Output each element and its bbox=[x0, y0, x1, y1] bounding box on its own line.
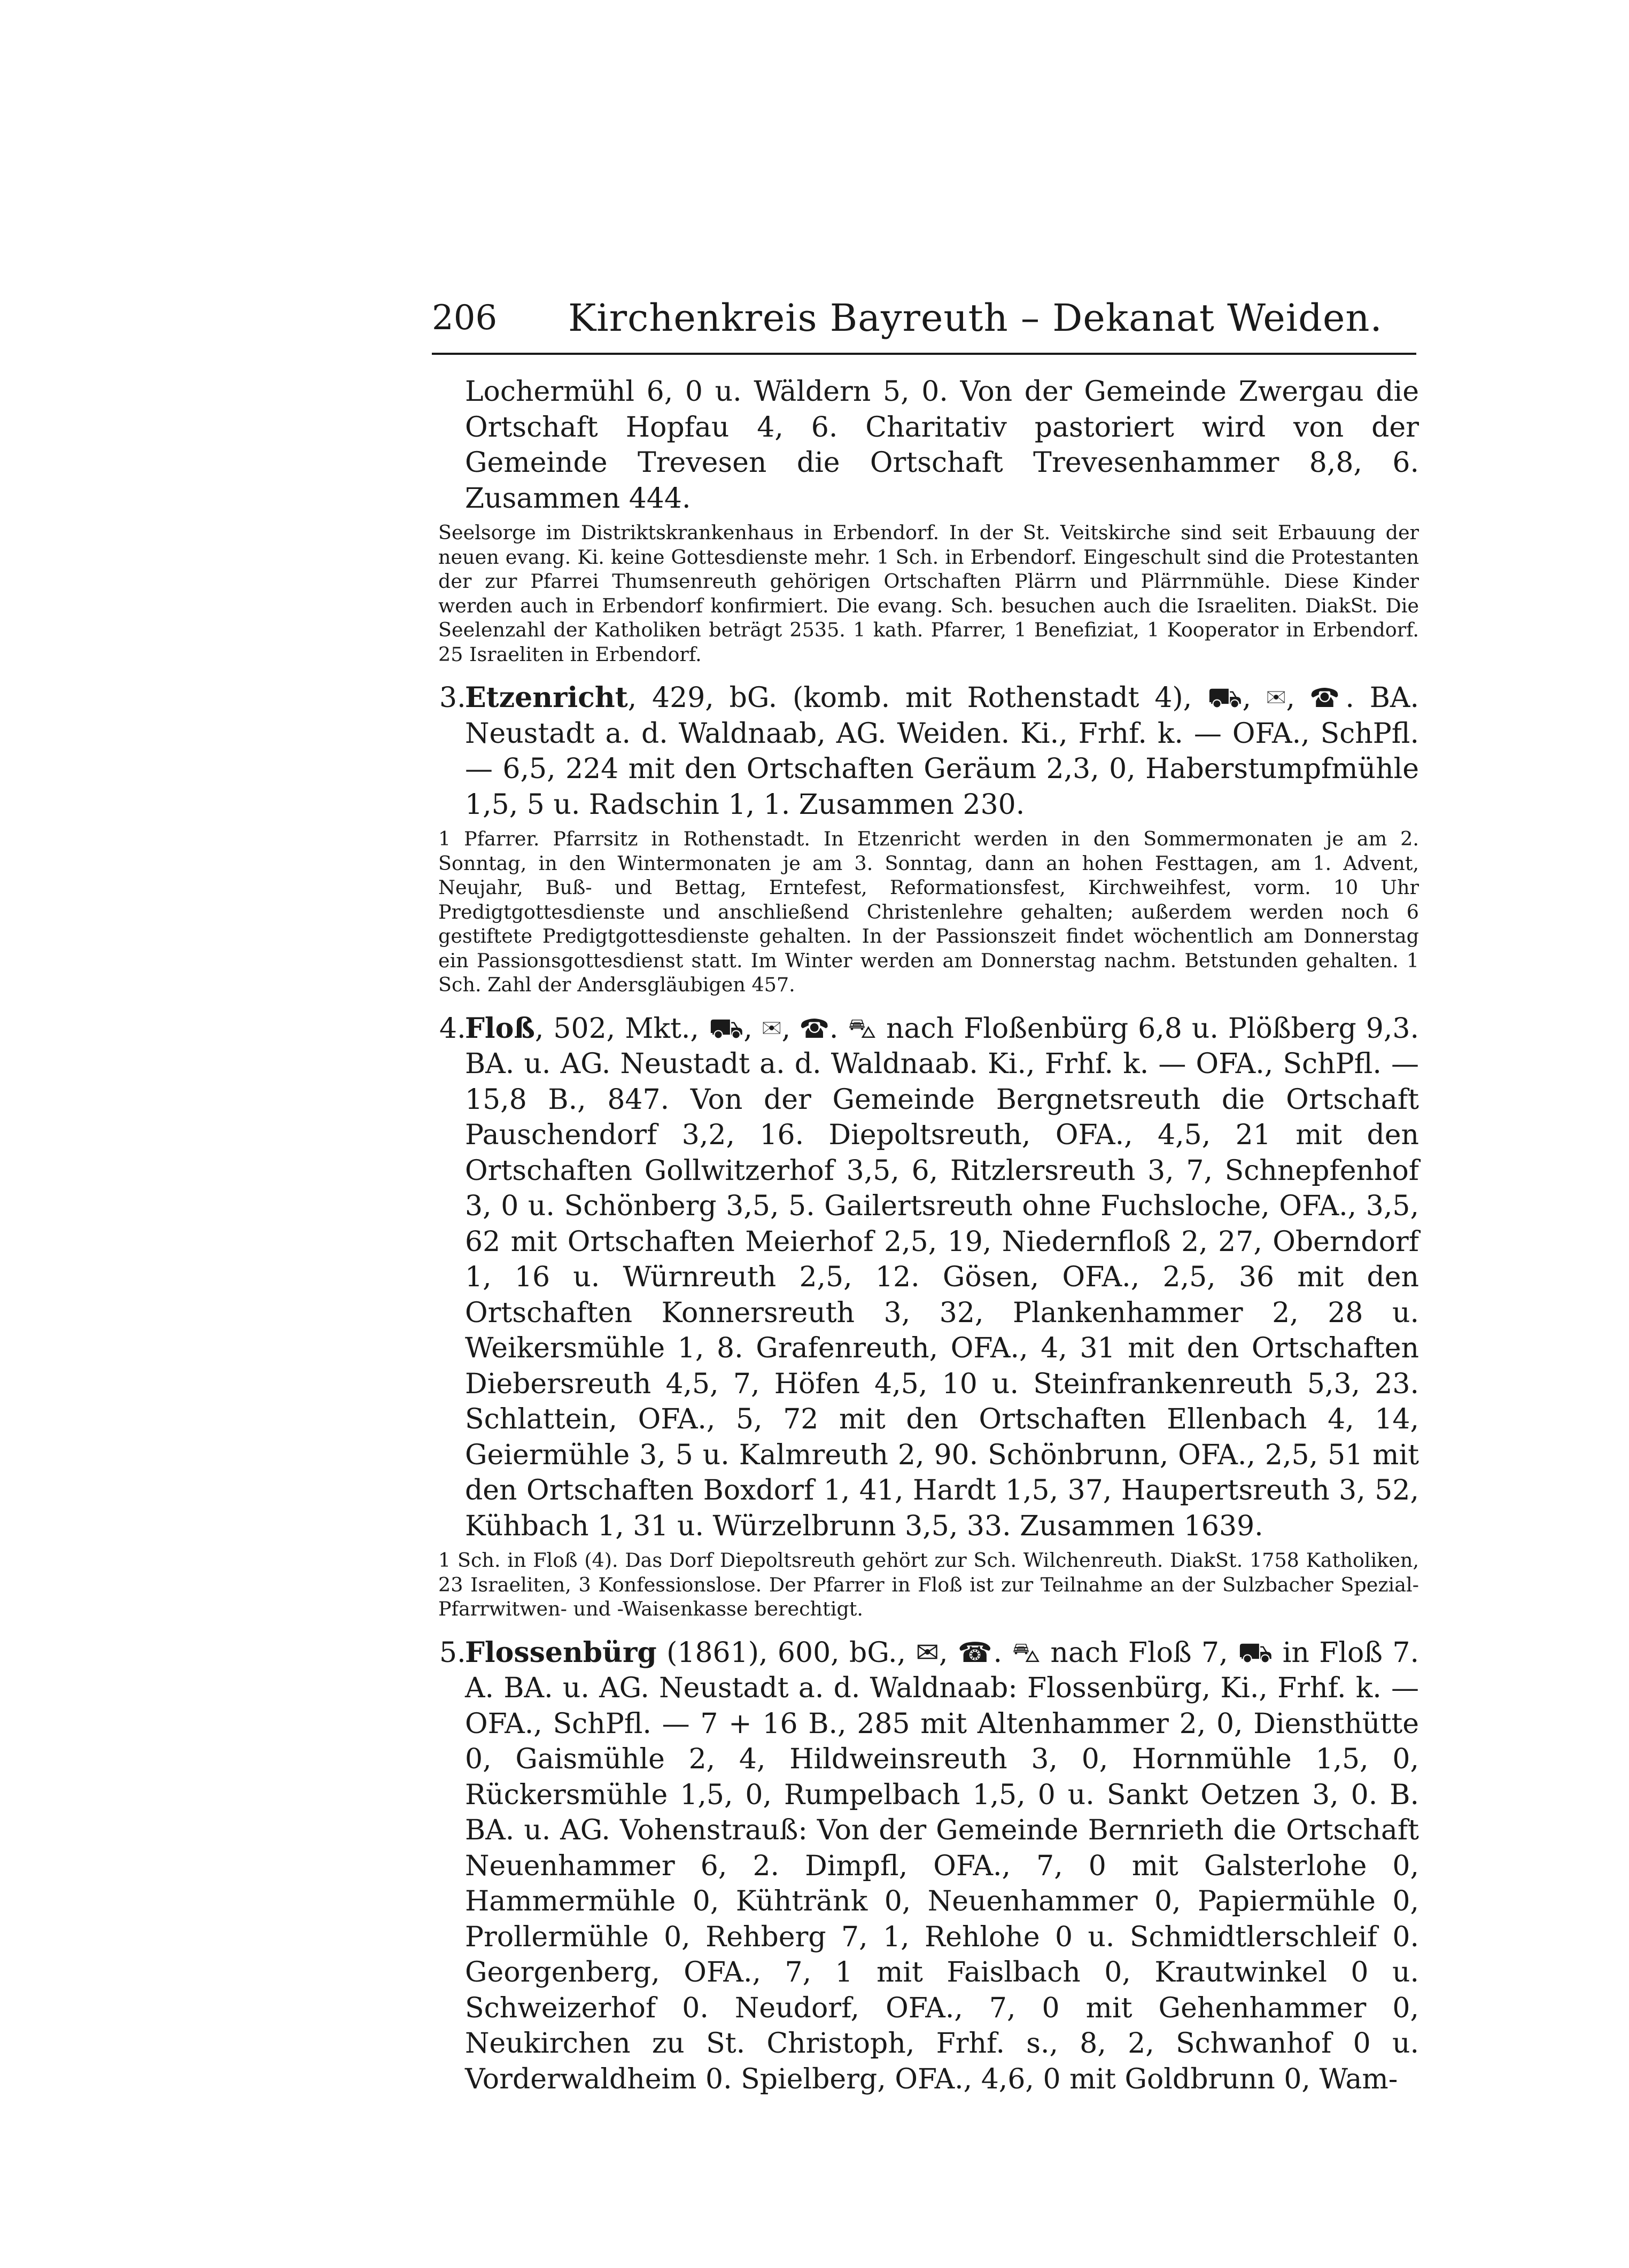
running-title: Kirchenkreis Bayreuth – Dekanat Weiden. bbox=[568, 296, 1383, 340]
parish-entry-4 bbox=[438, 1011, 1419, 1621]
entry-body: , 429, bG. (komb. mit Rothenstadt 4), ⛟, ✉, ☎. BA. Neustadt a. d. Waldnaab, AG. Weiden. Ki., Frhf. k. — OFA., SchPfl. — 6,5, 224 mit den Ortschaften Geräum 2,3, 0, Haberstumpfmühle 1,5, 5 u. Radschin 1, 1. Zusammen 230. bbox=[465, 682, 1419, 821]
note-number: 1 bbox=[438, 827, 451, 850]
entry-note bbox=[438, 1548, 1419, 1621]
parish-name: Flossenbürg bbox=[465, 1636, 657, 1669]
note-text: Pfarrer. Pfarrsitz in Rothenstadt. In Etzenricht werden in den Sommermonaten je am 2. Sonntag, in den Wintermonaten je am 3. Sonntag, dann an hohen Festtagen, am 1. Advent, Neujahr, Buß- und Bettag, Erntefest, Reformationsfest, Kirchweihfest, vorm. 10 Uhr Predigtgottesdienste und anschließend Christenlehre gehalten; außerdem werden noch 6 gestiftete Predigtgottesdienste gehalten. In der Passionszeit findet wöchentlich am Donnerstag ein Passionsgottesdienst statt. Im Winter werden am Donnerstag nachm. Betstunden gehalten. 1 Sch. Zahl der Andersgläubigen 457. bbox=[438, 827, 1419, 996]
page-header bbox=[432, 289, 1421, 347]
entry-number: 5. bbox=[439, 1636, 466, 1669]
entry-body: , 502, Mkt., ⛟, ✉, ☎. ⛍ nach Floßenbürg 6,8 u. Plößberg 9,3. BA. u. AG. Neustadt a. d. Waldnaab. Ki., Frhf. k. — OFA., SchPfl. — 15,8 B., 847. Von der Gemeinde Bergnetsreuth die Ortschaft Pauschendorf 3,2, 16. Diepoltsreuth, OFA., 4,5, 21 mit den Ortschaften Gollwitzerhof 3,5, 6, Ritzlersreuth 3, 7, Schnepfenhof 3, 0 u. Schönberg 3,5, 5. Gailertsreuth ohne Fuchsloche, OFA., 3,5, 62 mit Ortschaften Meierhof 2,5, 19, Niedernfloß 2, 27, Oberndorf 1, 16 u. Würnreuth 2,5, 12. Gösen, OFA., 2,5, 36 mit den Ortschaften Konnersreuth 3, 32, Plankenhammer 2, 28 u. Weikersmühle 1, 8. Grafenreuth, OFA., 4, 31 mit den Ortschaften Diebersreuth 4,5, 7, Höfen 4,5, 10 u. Steinfrankenreuth 5,3, 23. Schlattein, OFA., 5, 72 mit den Ortschaften Ellenbach 4, 14, Geiermühle 3, 5 u. Kalmreuth 2, 90. Schönbrunn, OFA., 2,5, 51 mit den Ortschaften Boxdorf 1, 41, Hardt 1,5, 37, Haupertsreuth 3, 52, Kühbach 1, 31 u. Würzelbrunn 3,5, 33. Zusammen 1639. bbox=[465, 1012, 1419, 1542]
entry-text bbox=[465, 1635, 1419, 2098]
parish-name: Etzenricht bbox=[465, 681, 628, 714]
entry-number: 3. bbox=[439, 682, 466, 714]
note-text: Sch. in Floß (4). Das Dorf Diepoltsreuth gehört zur Sch. Wilchenreuth. DiakSt. 1758 Katholiken, 23 Israeliten, 3 Konfessionslose. Der Pfarrer in Floß ist zur Teilnahme an der Sulzbacher Spezial-Pfarrwitwen- und -Waisenkasse berechtigt. bbox=[438, 1549, 1419, 1620]
entry-text bbox=[465, 1011, 1419, 1544]
header-rule bbox=[432, 353, 1416, 355]
continuation-note: Seelsorge im Distriktskrankenhaus in Erbendorf. In der St. Veitskirche sind seit Erbauung der neuen evang. Ki. keine Gottesdienste mehr. 1 Sch. in Erbendorf. Eingeschult sind die Protestanten der zur Pfarrei Thumsenreuth gehörigen Ortschaften Plärrn und Plärrnmühle. Diese Kinder werden auch in Erbendorf konfirmiert. Die evang. Sch. besuchen auch die Israeliten. DiakSt. Die Seelenzahl der Katholiken beträgt 2535. 1 kath. Pfarrer, 1 Benefiziat, 1 Kooperator in Erbendorf. 25 Israeliten in Erbendorf. bbox=[438, 521, 1419, 666]
parish-entry-3 bbox=[438, 680, 1419, 997]
continuation-paragraph: Lochermühl 6, 0 u. Wäldern 5, 0. Von der Gemeinde Zwergau die Ortschaft Hopfau 4, 6. Charitativ pastoriert wird von der Gemeinde Trevesen die Ortschaft Trevesenhammer 8,8, 6. Zusammen 444. bbox=[465, 376, 1419, 515]
entry-body: (1861), 600, bG., ✉, ☎. ⛍ nach Floß 7, ⛟ in Floß 7. A. BA. u. AG. Neustadt a. d. Waldnaab: Flossenbürg, Ki., Frhf. k. — OFA., SchPfl. — 7 + 16 B., 285 mit Altenhammer 2, 0, Diensthütte 0, Gaismühle 2, 4, Hildweinsreuth 3, 0, Hornmühle 1,5, 0, Rückersmühle 1,5, 0, Rumpelbach 1,5, 0 u. Sankt Oetzen 3, 0. B. BA. u. AG. Vohenstrauß: Von der Gemeinde Bernrieth die Ortschaft Neuenhammer 6, 2. Dimpfl, OFA., 7, 0 mit Galsterlohe 0, Hammermühle 0, Kühtränk 0, Neuenhammer 0, Papiermühle 0, Prollermühle 0, Rehberg 7, 1, Rehlohe 0 u. Schmidtlerschleif 0. Georgenberg, OFA., 7, 1 mit Faislbach 0, Krautwinkel 0 u. Schweizerhof 0. Neudorf, OFA., 7, 0 mit Gehenhammer 0, Neukirchen zu St. Christoph, Frhf. s., 8, 2, Schwanhof 0 u. Vorderwaldheim 0. Spielberg, OFA., 4,6, 0 mit Goldbrunn 0, Wam- bbox=[465, 1636, 1419, 2095]
page-content bbox=[438, 374, 1419, 2097]
entry-note bbox=[438, 827, 1419, 997]
parish-name: Floß bbox=[465, 1012, 535, 1045]
page-number: 206 bbox=[432, 298, 498, 338]
entry-text bbox=[465, 680, 1419, 822]
entry-number: 4. bbox=[439, 1012, 466, 1045]
parish-entry-5 bbox=[439, 1635, 1419, 2098]
note-number: 1 bbox=[438, 1549, 451, 1572]
